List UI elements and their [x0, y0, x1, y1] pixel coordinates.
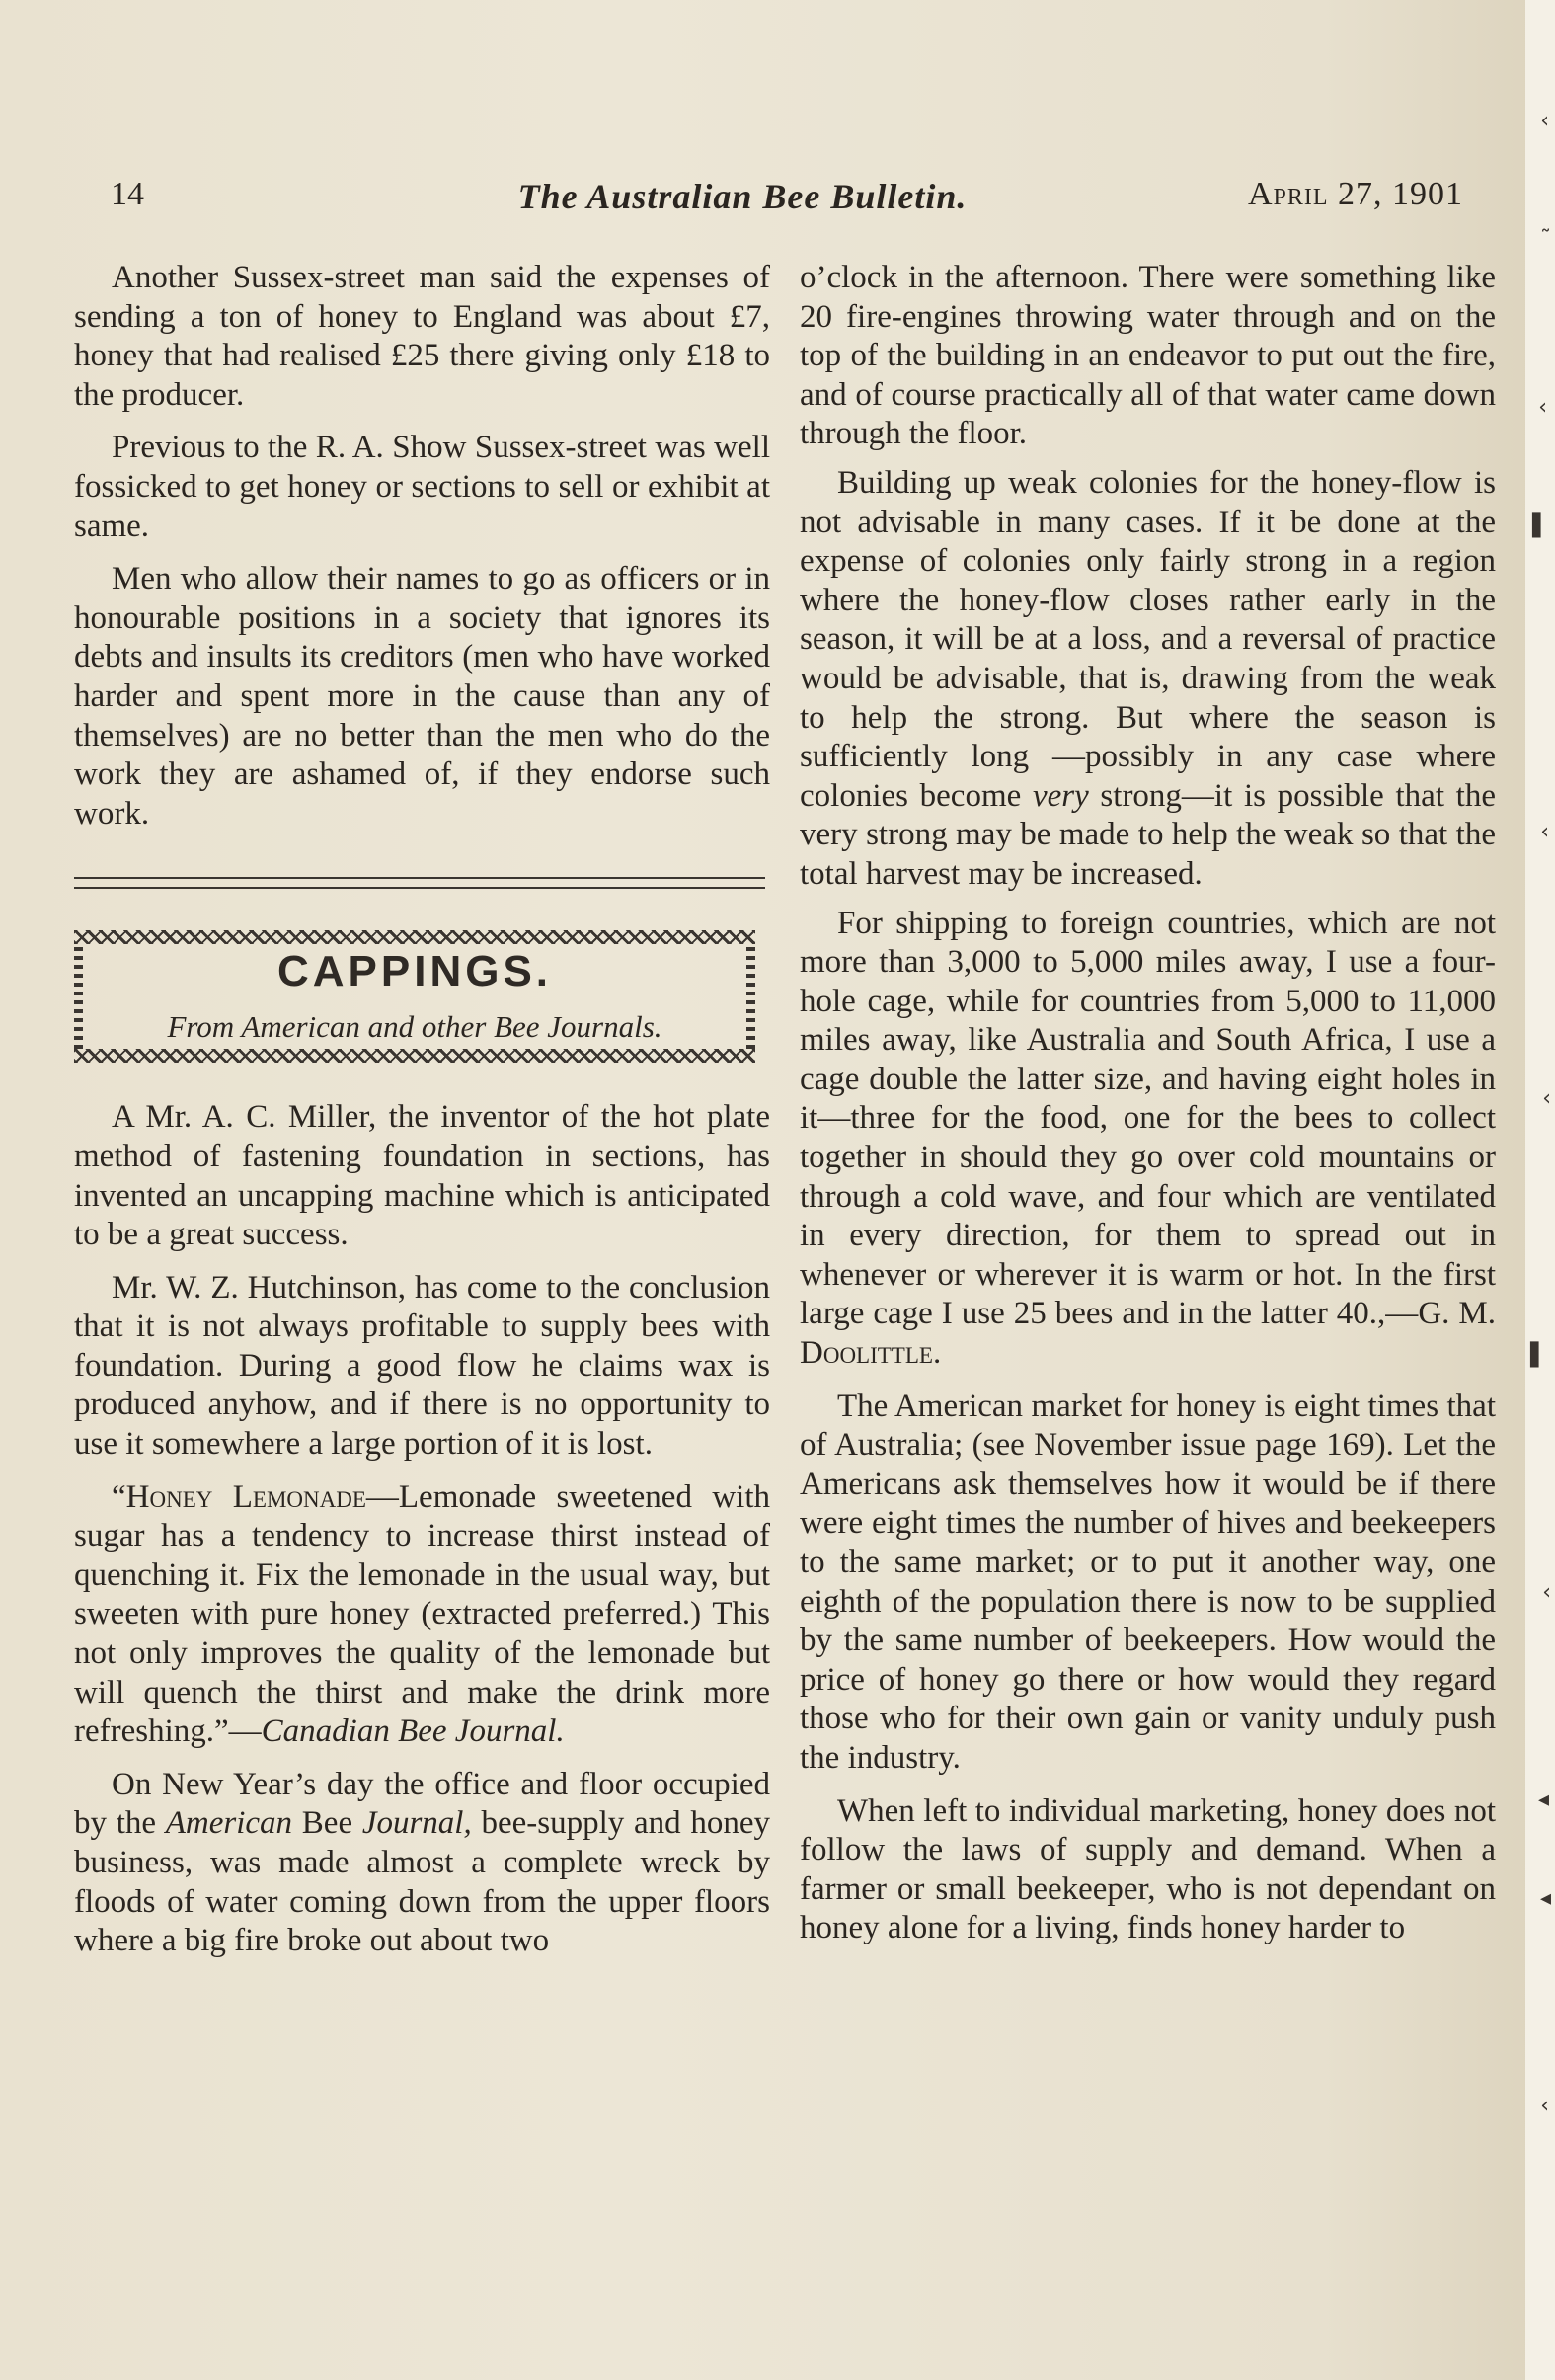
paragraph: The American market for honey is eight times that of Australia; (see November issue page 169). Let the Americans ask themselves how it would be if there were eight times the number of hives and beekeepers to the same market; or to put it another way, one eighth of the population there is now to be supplied by the same number of beekeepers. How would the price of honey go there or how would they regard those who for their own gain or vanity unduly push the industry.: [800, 1388, 1496, 1776]
paragraph: [800, 905, 1496, 1374]
paragraph-text: Bee: [292, 1805, 362, 1842]
edge-fragment-icon: ‹: [1542, 1086, 1551, 1111]
edge-fragment-icon: ‹: [1538, 395, 1547, 420]
torn-page-edge: [1525, 0, 1555, 2380]
edge-fragment-icon: ▌: [1530, 1343, 1547, 1368]
paragraph: Mr. W. Z. Hutchinson, has come to the conclusion that it is not always profitable to supply bees with foundation. During a good flow he claims wax is produced anyhow, and if there is no opportunity to use it somewhere a large portion of it is lost.: [74, 1269, 770, 1463]
paragraph-text: On New Year’s day the office and floor occupied by the: [74, 1766, 770, 1842]
paragraph-body: —Lemonade sweetened with sugar has a tendency to increase thirst instead of quenching it. Fix the lemonade in the usual way, but sweeten with pure honey (extracted preferred.) This not only improves the quality of the lemonade but will quench the thirst and make the drink more refreshing.”—: [74, 1478, 770, 1750]
article-heading: Honey Lemonade: [125, 1478, 366, 1515]
paragraph: Men who allow their names to go as officers or in honourable positions in a society that ignores its debts and insults its creditors (men who have worked harder and spent more in the cause than any of themselves) are no better than the men who do the work they are ashamed of, if they endorse such work.: [74, 561, 770, 832]
journal-name: American: [165, 1805, 293, 1842]
journal-name: Journal,: [361, 1805, 472, 1842]
paragraph: o’clock in the afternoon. There were something like 20 fire-engines throwing water through and on the top of the building in an endeavor to put out the fire, and of course practically all of that water came down through the floor.: [800, 260, 1496, 452]
paragraph-text: bee-supply and honey business, was made almost a complete wreck by floods of water coming down from the upper floors where a big fire broke out about two: [74, 1805, 770, 1959]
right-column: [800, 259, 1496, 1948]
emphasis: very: [1032, 777, 1089, 814]
edge-fragment-icon: ‹: [1540, 109, 1549, 133]
section-subtitle: From American and other Bee Journals.: [167, 1009, 662, 1045]
ornamental-border: [74, 1049, 755, 1063]
paragraph-text: Building up weak colonies for the honey-flow is not advisable in many cases. If it be done at the expense of colonies only fairly strong in a region where the honey-flow closes rather early in the season, it will be at a loss, and a reversal of practice would be advisable, that is, drawing from the weak to help the strong. But where the season is sufficiently long —possibly in any case where colonies become: [800, 464, 1496, 814]
edge-fragment-icon: ◂: [1539, 1886, 1551, 1911]
issue-date: April 27, 1901: [1247, 176, 1463, 212]
paragraph-text: For shipping to foreign countries, which are not more than 3,000 to 5,000 miles away, I use a four-hole cage, while for countries from 5,000 to 11,000 miles away, like Australia and South Africa, I use a cage double the latter size, and having eight holes in it—three for the food, one for the bees to collect together in should they go over cold mountains or through a cold wave, and four which are ventilated in every direction, for them to spread out in whenever or wherever it is warm or hot. In the first large cage I use 25 bees and in the latter 40.,—: [800, 905, 1496, 1332]
cappings-section-banner: [74, 930, 755, 1063]
paragraph: [74, 1766, 770, 1961]
paragraph: [74, 1478, 770, 1752]
paragraph-text: strong—it is possible that the very strong may be made to help the weak so that the total harvest may be increased.: [800, 777, 1496, 892]
paragraph: Another Sussex-street man said the expenses of sending a ton of honey to England was about £7, honey that had realised £25 there giving only £18 to the producer.: [74, 260, 770, 413]
paragraph: Previous to the R. A. Show Sussex-street was well fossicked to get honey or sections to sell or exhibit at same.: [74, 430, 770, 544]
journal-title: The Australian Bee Bulletin.: [517, 177, 968, 216]
edge-fragment-icon: ‹: [1540, 2094, 1549, 2118]
paragraph: A Mr. A. C. Miller, the inventor of the hot plate method of fastening foundation in sections, has invented an uncapping machine which is anticipated to be a great success.: [74, 1099, 770, 1253]
edge-fragment-icon: ˜: [1540, 227, 1551, 252]
edge-fragment-icon: ◂: [1537, 1787, 1549, 1812]
quote-mark: “: [112, 1478, 126, 1515]
ornamental-border: [74, 930, 755, 944]
edge-fragment-icon: ‹: [1540, 820, 1549, 844]
page-number: 14: [111, 176, 144, 212]
paragraph: When left to individual marketing, honey does not follow the laws of supply and demand. When a farmer or small beekeeper, who is not dependant on honey alone for a living, finds honey harder to: [800, 1792, 1496, 1946]
left-column: [74, 259, 770, 1961]
source-citation: Canadian Bee Journal.: [261, 1713, 565, 1750]
author-signature: G. M. Doolittle.: [800, 1296, 1496, 1372]
section-divider: [74, 877, 765, 897]
page-header: [111, 176, 1463, 219]
edge-fragment-icon: ‹: [1542, 1580, 1551, 1605]
edge-fragment-icon: ▌: [1532, 514, 1549, 538]
paragraph: [800, 464, 1496, 895]
section-title: CAPPINGS.: [276, 947, 553, 996]
